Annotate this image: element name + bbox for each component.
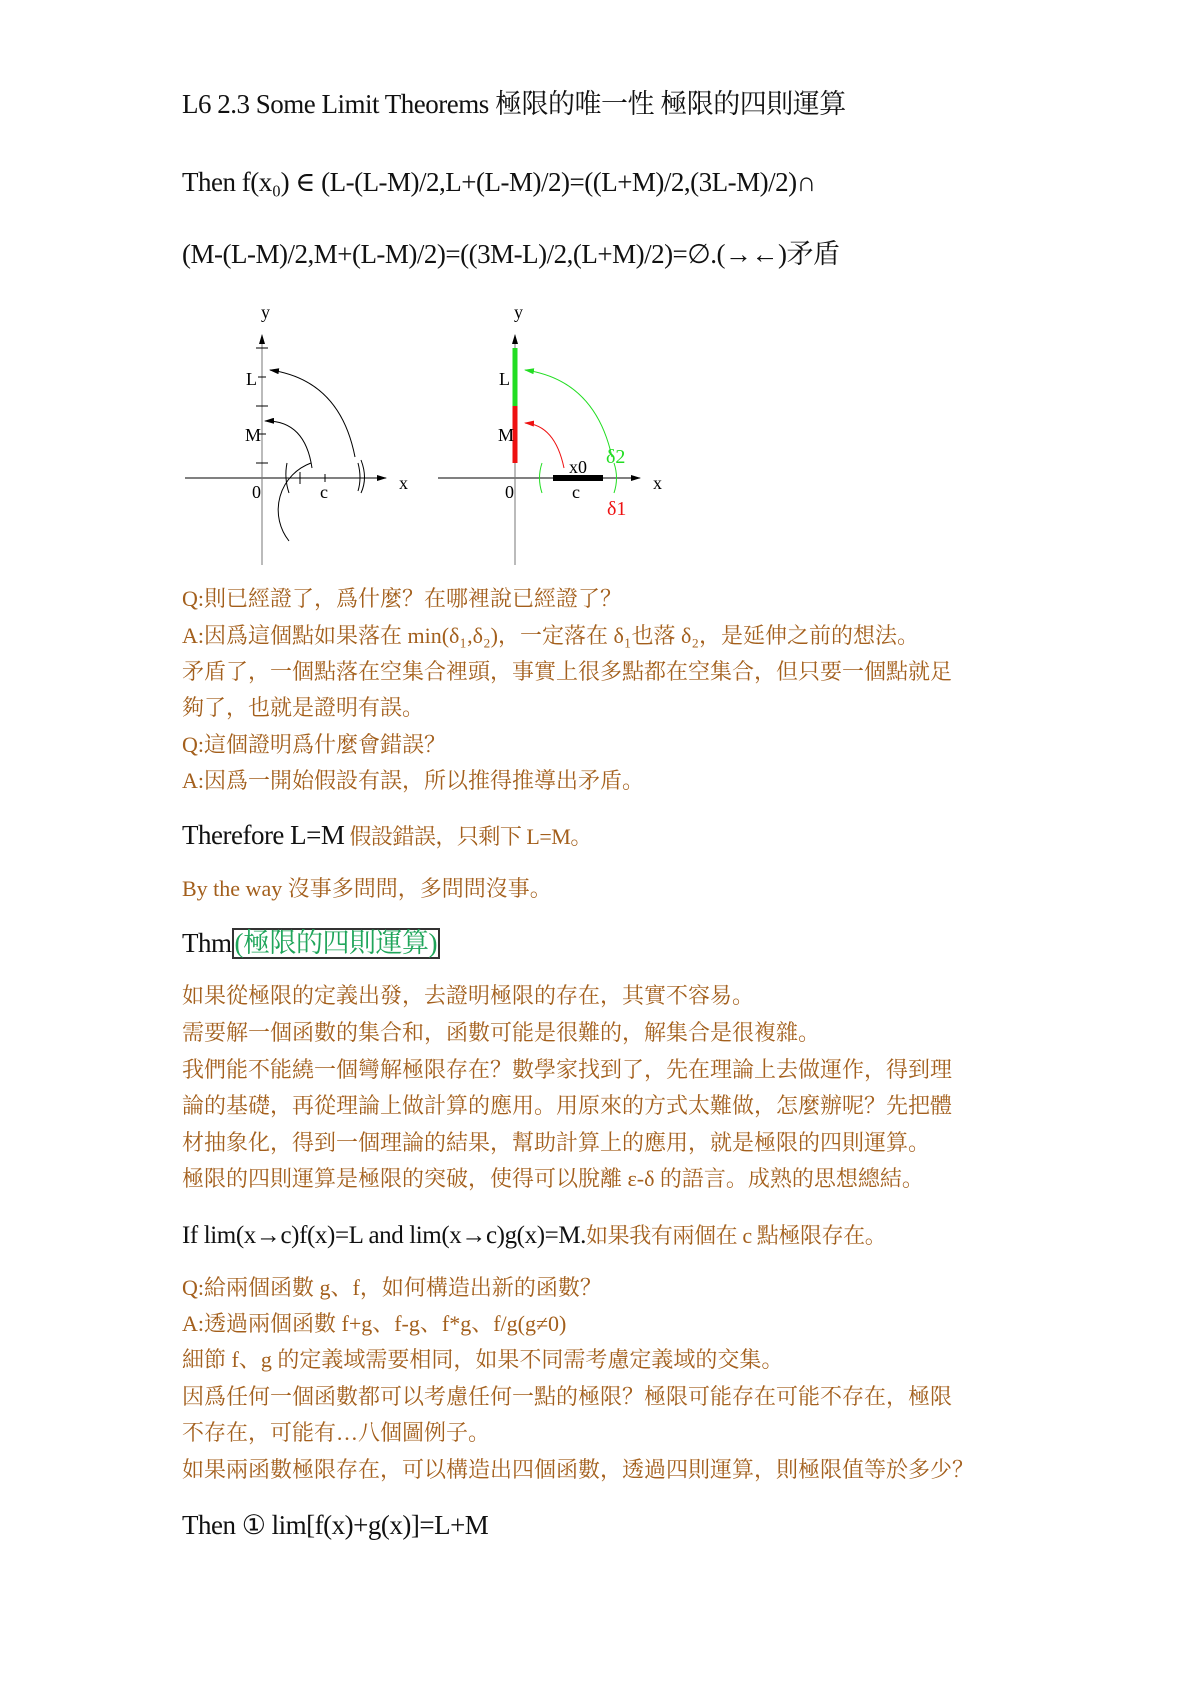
if-lim-line: [182, 1223, 886, 1248]
qa1-line: 夠了，也就是證明有誤。: [182, 695, 425, 720]
equation-line-1: Then f(x₀) ∈ (L-(L-M)/2,L+(L-M)/2)=((L+M)/2,(3L-M)/2)∩: [182, 167, 816, 197]
if-lim-main: If lim(x→c)f(x)=L and lim(x→c)g(x)=M.: [182, 1222, 587, 1249]
equation-line-2: (M-(L-M)/2,M+(L-M)/2)=((3M-L)/2,(L+M)/2)=∅.(→←)矛盾: [182, 239, 840, 269]
qa1-line: 矛盾了，一個點落在空集合裡頭，事實上很多點都在空集合，但只要一個點就足: [182, 659, 953, 684]
qa2-line: 因爲任何一個函數都可以考慮任何一點的極限？極限可能存在可能不存在，極限: [182, 1384, 953, 1409]
right-y-label: y: [514, 302, 523, 322]
left-L-label: L: [246, 369, 257, 389]
thm-prefix: Thm: [182, 928, 232, 958]
qa2-line: A:透過兩個函數 f+g、f-g、f*g、f/g(g≠0): [182, 1311, 567, 1336]
page-title: L6 2.3 Some Limit Theorems 極限的唯一性 極限的四則運算: [182, 89, 846, 119]
right-x-label: x: [653, 473, 662, 493]
right-plot: [438, 302, 662, 565]
limit-diagram: [0, 0, 1191, 600]
para-line: 論的基礎，再從理論上做計算的應用。用原來的方式太難做，怎麼辦呢？先把體: [182, 1093, 953, 1118]
right-origin-label: 0: [505, 482, 514, 502]
therefore-line: [182, 822, 592, 849]
qa2-line: 如果兩函數極限存在，可以構造出四個函數，透過四則運算，則極限值等於多少？: [182, 1457, 975, 1482]
right-L-label: L: [499, 369, 510, 389]
para-line: 極限的四則運算是極限的突破，使得可以脫離 ε-δ 的語言。成熟的思想總結。: [182, 1166, 924, 1191]
para-line: 需要解一個函數的集合和，函數可能是很難的，解集合是很複雜。: [182, 1020, 821, 1045]
therefore-main: Therefore L=M: [182, 820, 345, 850]
if-lim-note: 如果我有兩個在 c 點極限存在。: [586, 1223, 887, 1248]
thm-boxed-title: (極限的四則運算): [232, 928, 440, 959]
left-y-label: y: [261, 302, 270, 322]
right-c-label: c: [572, 482, 580, 502]
para-line: 如果從極限的定義出發，去證明極限的存在，其實不容易。: [182, 983, 755, 1008]
qa1-line: Q:這個證明爲什麼會錯誤？: [182, 732, 447, 757]
para-line: 我們能不能繞一個彎解極限存在？數學家找到了，先在理論上去做運作，得到理: [182, 1057, 953, 1082]
para-line: 材抽象化，得到一個理論的結果，幫助計算上的應用，就是極限的四則運算。: [182, 1130, 931, 1155]
qa1-line: Q:則已經證了，爲什麼？在哪裡說已經證了？: [182, 586, 623, 611]
delta2-label: δ2: [606, 446, 626, 468]
by-the-way: By the way 沒事多問問，多問問沒事。: [182, 876, 552, 901]
qa2-line: Q:給兩個函數 g、f，如何構造出新的函數？: [182, 1275, 602, 1300]
left-c-label: c: [320, 482, 328, 502]
right-M-label: M: [498, 425, 515, 445]
left-M-label: M: [245, 425, 262, 445]
left-x-label: x: [399, 473, 408, 493]
left-plot: [185, 302, 408, 565]
qa1-line: A:因爲這個點如果落在 min(δ₁,δ₂)，一定落在 δ₁也落 δ₂，是延伸之前的想法。: [182, 623, 920, 648]
qa2-line: 不存在，可能有…八個圖例子。: [182, 1420, 491, 1445]
theorem-heading: [182, 928, 440, 959]
then-sum-rule: Then ① lim[f(x)+g(x)]=L+M: [182, 1510, 489, 1540]
therefore-note: 假設錯誤，只剩下 L=M。: [344, 824, 592, 849]
qa1-line: A:因爲一開始假設有誤，所以推得推導出矛盾。: [182, 768, 645, 793]
left-origin-label: 0: [252, 482, 261, 502]
qa2-line: 細節 f、g 的定義域需要相同，如果不同需考慮定義域的交集。: [182, 1347, 784, 1372]
delta1-label: δ1: [607, 498, 627, 520]
x0-label: x0: [569, 457, 587, 477]
